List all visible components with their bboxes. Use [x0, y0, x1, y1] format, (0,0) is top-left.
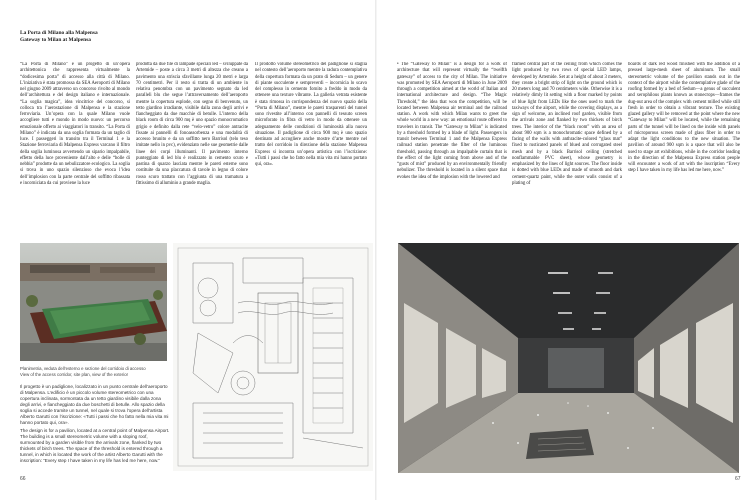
column-text: Il prodotto volume stereometrico del padiglione si staglia nel contesto dell’aeroporto mentre la radura contemplativa della copertura formata da un prato di Sedum – un genere di piante succulente e sempreverdi – incornicia lo scavo del complesso in cemento fornito a freddo in modo da ottenere una texture vibrante. La galleria vetrata esistente è stata rimossa in corrispondenza del nuovo spazio della “Porta di Milano”, mentre le pareti trasparenti del tunnel sono rivestite all’interno con pannelli di tessuto screen microforato in fibra di vetro in modo da ottenere un adeguamento delle condizioni di luminosità alla nuova situazione. Il padiglione di circa 900 mq è uno spazio destinato ad accogliere anche mostre d’arte mentre nel tratto del corridoio in direzione della stazione Malpensa Express si incontra un’opera artistica con l’iscrizione: «Tutti i passi che ho fatto nella mia vita mi hanno portato qui, ora».: [255, 62, 367, 167]
text-column-2: [136, 62, 248, 236]
caption-body-english: The design is for a pavilion, located at a central point of Malpensa Airport. The building is a small stereometric volume with a sloping roof, surmounted by a garden visible from the arrivals zone, flanked by two thickets of birch trees. The space of the threshold is entered through a tunnel, in which is located the work of the artist Alberto Garutti with the inscription: “Every step I have taken in my life has led me here, now.”: [20, 428, 170, 463]
corridor-interior-photo: [398, 243, 739, 473]
column-text: prodotta da due file di lampade speciali led – sviluppate da Artemide – poste a circa 3 metri di altezza che creano a pavimento una striscia sfavillante lunga 20 metri e larga 70 centimetri. Per il resto si tratta di un ambiente in relativa penombra con un pavimento segnato da led paralleli blu che segue l’attraversamento dell’aeroporto mentre la copertura esplode, con segno di benvenuto, un tetto giardino irradiante, visibile dalla zona degli arrivi e fiancheggiato da due macchie di betulle. L’interno della black room di circa 900 mq è uno spazio monocromatico grigio e definito dalla rete “velo-vetro” colore antracite fissate ai pannelli di fonoassorbenza e una modalità di accesso brunito e da un soffitto nero Barrisol (telo teso imitate nello in pvc), evidenziato nelle sue geometrie dalle linee dei corpi illuminanti. Il pavimento interno punteggiato di led blu è realizzato in cemento scuro e pastina di quarzo lasciata mentre le pareti esterne sono costituite da una placcatura di tavole in legno di colore rosso scuro trattato con l’aggiunta di una tramatura a fittissimo di alluminio a grande maglia.: [136, 62, 248, 186]
caption-heading: [20, 366, 170, 377]
text-column-1: [20, 62, 130, 236]
column-text: framed central part of the ceiling from which comes the light produced by two rows of special LED lamps, developed by Artemide. Set at a height of about 3 meters, they create a bright strip of light on the ground which is 20 meters long and 70 centimeters wide. Otherwise it is a relatively dimly lit setting with a floor marked by points of blue light from LEDs like the ones used to mark the taxiways of the airport, while the covering displays, as a sign of welcome, an inclined roof garden, visible from the arrivals zone and flanked by two thickets of birch trees. The interior of the “black room” with an area of about 900 sqm is a monochromatic space defined by a facing of the walls with anthracite-colored “glass mat” fixed to rusticated panels of blued and corrugated steel mesh and by a black Barrisol ceiling (stretched nonflammable PVC sheet), whose geometry is emphasized by the lines of light sources. The floor inside is dotted with blue LEDs and made of smooth and dark cement-quartz paint, while the outer walls consist of a plating of: [512, 62, 622, 186]
text-column-4: [397, 62, 507, 236]
column-text: • The “Gateway to Milan” is a design for a work of architecture that will represent virtually the “twelfth gateway” of access to the city of Milan. The initiative was promoted by SEA Aeroporti di Milano in June 2009 through a competition aimed at the world of Italian and international architecture and design. “The Magic Threshold,” the idea that won the competition, will be located between Malpensa air terminal and the railroad station. A work with which Milan wants to greet the whole world in a new way: an emotional route offered to travelers in transit. The “Gateway to Milan” is indicated by a threshold formed by a blade of light. Passengers in transit between Terminal 1 and the Malpensa Express railroad station penetrate the filter of the luminous threshold, passing through an impalpable curtain that is the effect of the light coming from above and of the “gusts of mist” produced by an environmentally friendly nebulizer. The threshold is located in a silent space that evokes the idea of the implosion with the lowered and: [397, 62, 507, 180]
page-number-right: 67: [735, 476, 741, 482]
caption-body-italian: Il progetto è un padiglione, localizzato in un punto centrale dell’aeroporto di Malpensa. L’edificio è un piccolo volume stereometrico con una copertura inclinata, sormontata da un tetto giardino visibile dalla zona degli arrivi, e fiancheggiato da due boschetti di betulle. Allo spazio della soglia si accede tramite un tunnel, nel quale si trova l’opera dell’artista Alberto Garutti con l’iscrizione: «Tutti i passi che ho fatto nella mia vita mi hanno portato qui, ora».: [20, 384, 169, 425]
title-english: Gateway to Milan at Malpensa: [20, 37, 91, 43]
column-text: “La Porta di Milano” è un progetto di un’opera architettonica che rappresenta virtualmente la “dodicesima porta” di accesso alla città di Milano. L’iniziativa è stata promossa da SEA Aeroporti di Milano nel giugno 2009 attraverso un concorso rivolto al mondo dell’architettura e del design italiano e internazionale. “La soglia magica”, idea vincitrice del concorso, si colloca tra l’aerostazione di Malpensa e la stazione ferroviaria. Un’opera con la quale Milano vuole accogliere tutti e mondo in modo nuovo: un percorso emozionale offerto ai viaggiatori in transito. “La Porta di Milano” è indicata da una soglia formata da un taglio di luce. I passeggeri in transito tra il Terminal 1 e la Stazione ferroviaria di Malpensa Express varcano il filtro della soglia luminosa avvertendo un sipario impalpabile, effetto della luce proveniente dall’alto e delle “bolle di nebbia” prodotte da un nebulizzatore ecologico. La soglia si trova in uno spazio silenzioso che evoca l’idea dell’implosion con la parte centrale del soffitto ribassata e incorniciata da cui proviene la luce: [20, 62, 130, 186]
article-title: [20, 30, 98, 44]
title-italian: La Porta di Milano alla Malpensa: [20, 30, 98, 36]
site-plan-drawing: [173, 243, 373, 471]
text-column-3: [255, 62, 367, 236]
text-column-6: [628, 62, 740, 236]
exterior-aerial-photo: [20, 243, 167, 361]
caption-heading-english: View of the access corridor, site plan, view of the exterior: [20, 371, 129, 377]
text-column-5: [512, 62, 622, 236]
page-gutter: [375, 0, 377, 500]
caption-heading-italian: Planimetria, veduta dell’esterno e sezione del corridoio di accesso: [20, 366, 146, 371]
page-number-left: 66: [20, 476, 26, 482]
column-text: boards of dark red wood finished with the addition of a pressed large-mesh sheet of aluminum. The small stereometric volume of the pavilion stands out in the context of the airport while the contemplative glade of the roofing formed by a bed of Sedum—a genus of succulent and xerophilous plants known as stonecrops—frames the dug-out area of the complex with cement milled while still fresh in order to obtain a vibrant texture. The existing glazed gallery will be removed at the point where the new “Gateway to Milan” will be located, while the remaining parts of the tunnel will be lined on the inside with panels of microporous screen made of glass fiber in order to adapt the light conditions to the new situation. The pavilion of around 900 sqm is a space that will also be used to stage art exhibitions, while in the corridor leading in the direction of the Malpensa Express station people will encounter a work of art with the inscription “Every step I have taken in my life has led me here, now.”: [628, 62, 740, 174]
